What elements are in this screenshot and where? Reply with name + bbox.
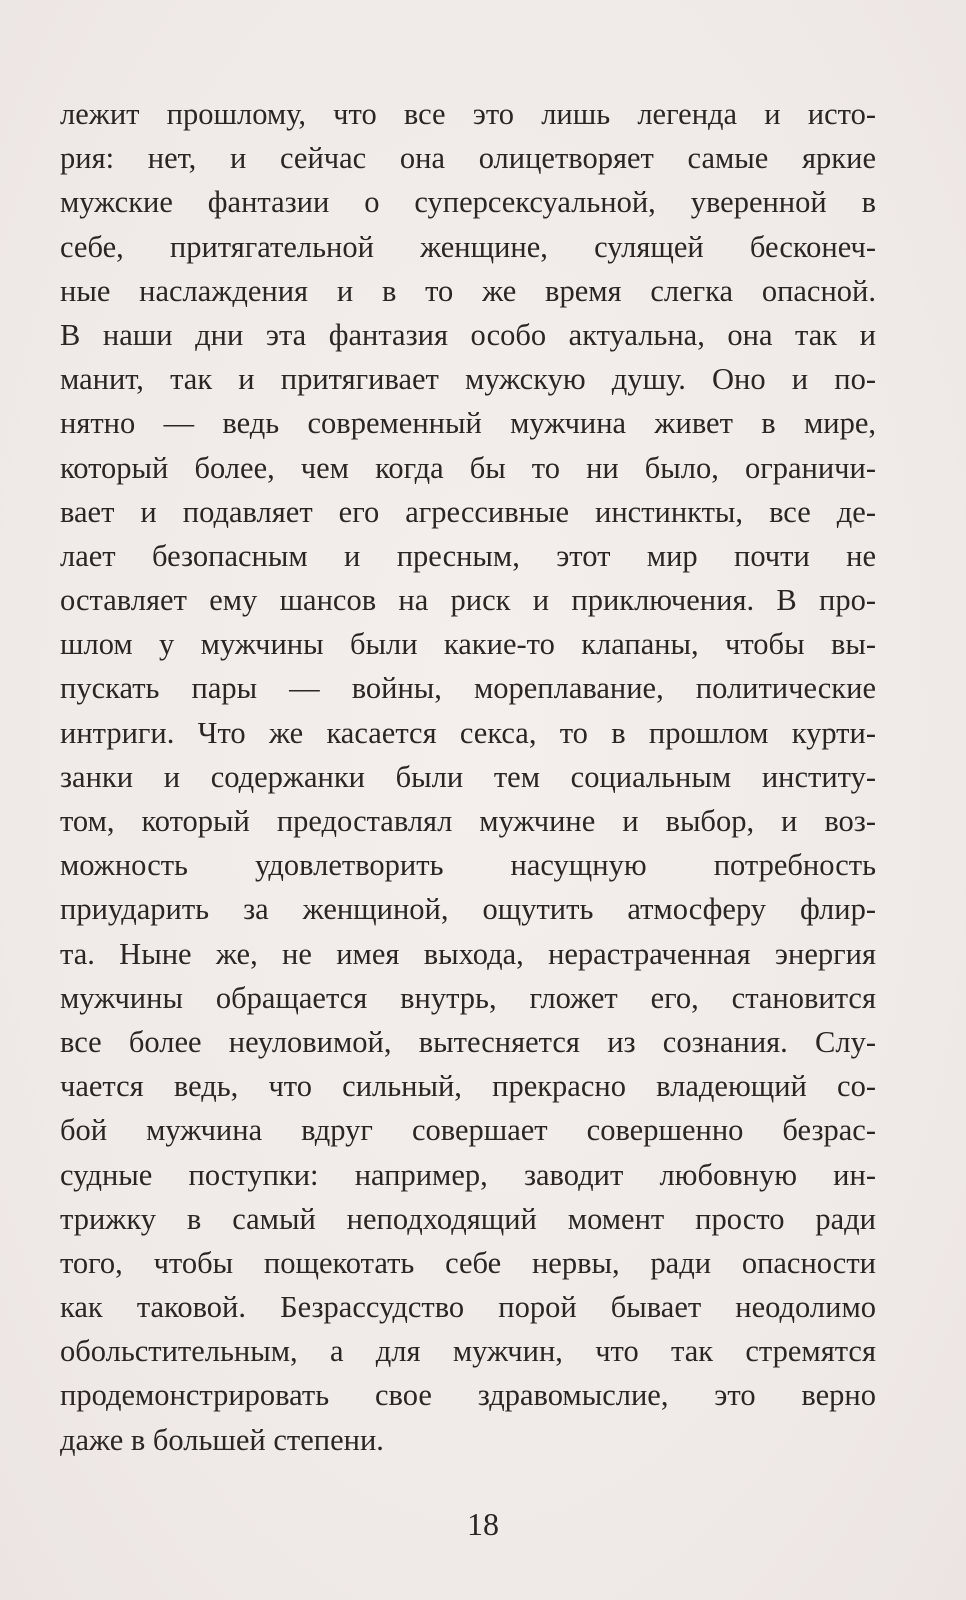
text-line: продемонстрировать свое здравомыслие, это верно	[60, 1378, 876, 1413]
text-line: лежит прошлому, что все это лишь легенда и исто-	[60, 97, 876, 131]
text-line: оставляет ему шансов на риск и приключения. В про-	[60, 583, 876, 618]
text-line: та. Ныне же, не имея выхода, нерастраченная энергия	[60, 936, 876, 971]
text-line: мужские фантазии о суперсексуальной, уверенной в	[60, 185, 876, 220]
text-line: даже в большей степени.	[60, 1422, 384, 1457]
text-line: шлом у мужчины были какие-то клапаны, чтобы вы-	[60, 627, 876, 662]
text-line: пускать пары — войны, мореплавание, политические	[60, 671, 876, 706]
text-line: того, чтобы пощекотать себе нервы, ради опасности	[60, 1245, 876, 1280]
text-line: чается ведь, что сильный, прекрасно владеющий со-	[60, 1069, 876, 1104]
text-line: судные поступки: например, заводит любовную ин-	[60, 1157, 876, 1192]
text-line: который более, чем когда бы то ни было, ограничи-	[60, 450, 876, 485]
text-line: мужчины обращается внутрь, гложет его, становится	[60, 980, 876, 1015]
text-line: интриги. Что же касается секса, то в прошлом курти-	[60, 715, 876, 750]
text-line: трижку в самый неподходящий момент просто ради	[60, 1201, 876, 1236]
text-line: приударить за женщиной, ощутить атмосферу флир-	[60, 892, 876, 927]
text-line: манит, так и притягивает мужскую душу. Оно и по-	[60, 362, 876, 397]
text-line: В наши дни эта фантазия особо актуальна, она так и	[60, 317, 876, 352]
text-line: лает безопасным и пресным, этот мир почти не	[60, 538, 876, 573]
text-line: можность удовлетворить насущную потребность	[60, 848, 876, 883]
text-line: том, который предоставлял мужчине и выбор, и воз-	[60, 804, 876, 838]
text-line: как таковой. Безрассудство порой бывает неодолимо	[60, 1290, 876, 1325]
page-number: 18	[467, 1506, 499, 1542]
text-line: бой мужчина вдруг совершает совершенно безрас-	[60, 1113, 876, 1148]
text-line: себе, притягательной женщине, сулящей бесконеч-	[60, 229, 876, 264]
text-line: ные наслаждения и в то же время слегка опасной.	[60, 273, 876, 308]
body-text	[60, 92, 876, 1462]
text-line: все более неуловимой, вытесняется из сознания. Слу-	[60, 1024, 876, 1059]
text-line: нятно — ведь современный мужчина живет в мире,	[60, 406, 876, 441]
text-line: вает и подавляет его агрессивные инстинкты, все де-	[60, 494, 876, 529]
text-line: занки и содержанки были тем социальным институ-	[60, 759, 876, 794]
text-line: рия: нет, и сейчас она олицетворяет самые яркие	[60, 141, 876, 176]
text-line: обольстительным, а для мужчин, что так стремятся	[60, 1334, 876, 1369]
